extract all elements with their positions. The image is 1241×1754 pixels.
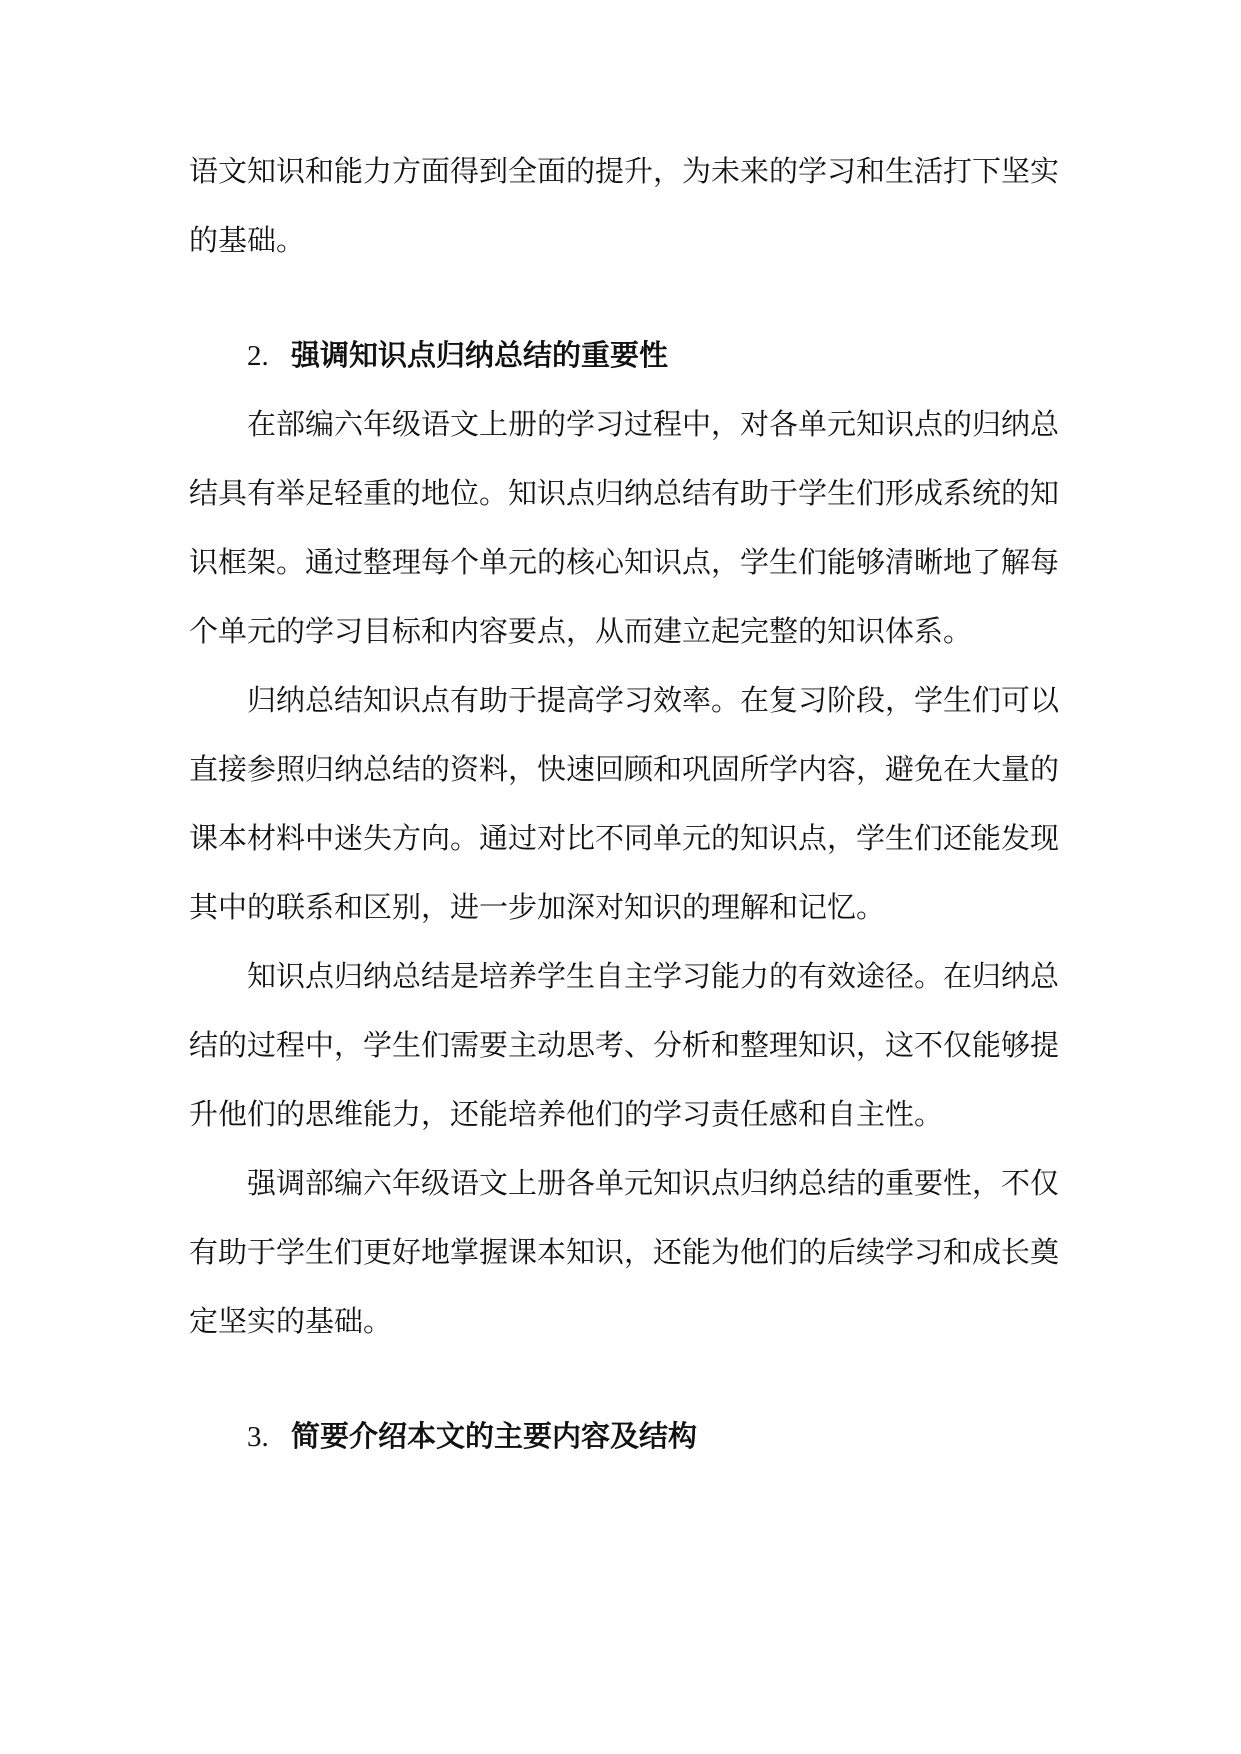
section-number: 3. — [247, 1421, 269, 1453]
text-line: 直接参照归纳总结的资料，快速回顾和巩固所学内容，避免在大量的 — [189, 752, 1060, 786]
section-heading — [247, 1416, 697, 1456]
text-line: 识框架。通过整理每个单元的核心知识点，学生们能够清晰地了解每 — [189, 545, 1060, 579]
text-line: 升他们的思维能力，还能培养他们的学习责任感和自主性。 — [189, 1097, 944, 1131]
text-line: 结具有举足轻重的地位。知识点归纳总结有助于学生们形成系统的知 — [189, 476, 1060, 510]
text-line: 课本材料中迷失方向。通过对比不同单元的知识点，学生们还能发现 — [189, 821, 1060, 855]
text-line: 结的过程中，学生们需要主动思考、分析和整理知识，这不仅能够提 — [189, 1028, 1060, 1062]
text-line: 个单元的学习目标和内容要点，从而建立起完整的知识体系。 — [189, 614, 973, 648]
text-line: 知识点归纳总结是培养学生自主学习能力的有效途径。在归纳总 — [247, 959, 1060, 993]
section-heading — [247, 335, 668, 375]
text-line: 的基础。 — [189, 223, 306, 257]
section-title: 简要介绍本文的主要内容及结构 — [291, 1419, 698, 1453]
text-line: 语文知识和能力方面得到全面的提升，为未来的学习和生活打下坚实 — [189, 154, 1060, 188]
section-title: 强调知识点归纳总结的重要性 — [291, 338, 669, 372]
text-line: 归纳总结知识点有助于提高学习效率。在复习阶段，学生们可以 — [247, 683, 1060, 717]
text-line: 在部编六年级语文上册的学习过程中，对各单元知识点的归纳总 — [247, 407, 1060, 441]
text-line: 定坚实的基础。 — [189, 1304, 393, 1338]
section-number: 2. — [247, 340, 269, 372]
text-line: 其中的联系和区别，进一步加深对知识的理解和记忆。 — [189, 890, 886, 924]
text-line: 有助于学生们更好地掌握课本知识，还能为他们的后续学习和成长奠 — [189, 1235, 1060, 1269]
text-line: 强调部编六年级语文上册各单元知识点归纳总结的重要性，不仅 — [247, 1166, 1060, 1200]
